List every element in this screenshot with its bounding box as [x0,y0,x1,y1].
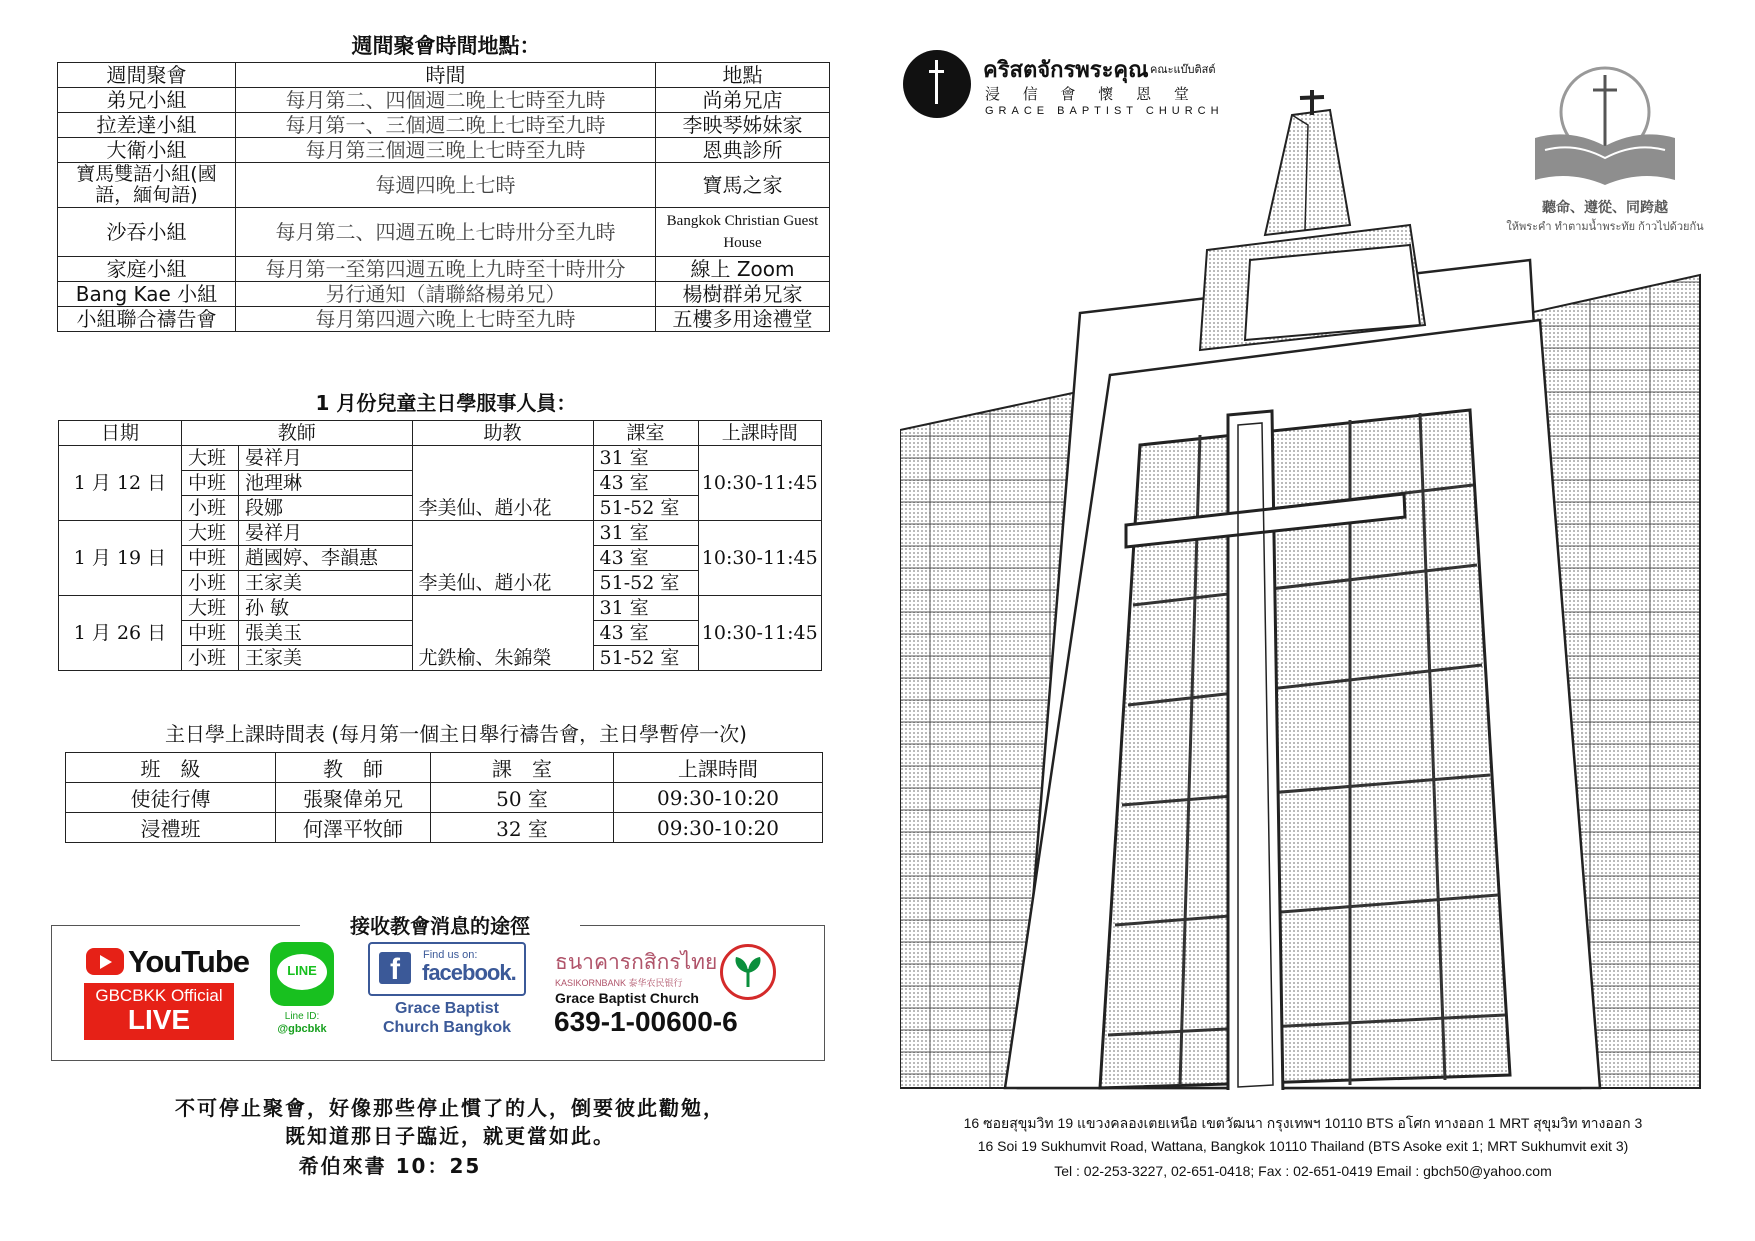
table-row [58,138,830,163]
class-assistant-blank [412,521,593,571]
header-class-time: 上課時間 [614,753,823,783]
table-row [66,813,823,843]
meeting-name: 小組聯合禱告會 [58,307,236,332]
facebook-name-line2: Church Bangkok [382,1019,511,1036]
class-teacher: 晏祥月 [239,446,413,471]
class-level: 大班 [182,596,239,621]
class-date: 1 月 26 日 [59,596,182,671]
class-assistant-blank [412,446,593,496]
contact-info: Tel : 02-253-3227, 02-651-0418; Fax : 02-651-0419 Email : gbch50@yahoo.com [1054,1163,1552,1179]
class-room: 43 室 [593,471,698,496]
table-row [58,282,830,307]
meeting-location: Bangkok Christian Guest House [656,208,830,257]
youtube-live-panel [84,983,234,1040]
meeting-time: 每月第三個週三晚上七時至九時 [236,138,656,163]
class-date: 1 月 19 日 [59,521,182,596]
verse-line2: 既知道那日子臨近，就更當如此。 [285,1124,615,1148]
church-building-illustration [900,85,1720,1090]
class-level: 小班 [182,571,239,596]
class-teacher: 王家美 [239,646,413,671]
verse-line1: 不可停止聚會，好像那些停止慣了的人，倒要彼此勸勉， [175,1096,725,1120]
meeting-time: 每月第二、四個週二晚上七時至九時 [236,88,656,113]
media-title: 接收教會消息的途徑 [300,910,580,939]
line-icon [270,942,334,1006]
bank-zh: 泰华农民银行 [628,978,683,988]
line-id: @gbcbkk [277,1023,327,1035]
table-row [66,783,823,813]
class-date: 1 月 12 日 [59,446,182,521]
header-teacher: 教 師 [276,753,431,783]
header-class: 班 級 [66,753,276,783]
meeting-time: 每月第四週六晚上七時至九時 [236,307,656,332]
class-teacher: 何澤平牧師 [276,813,431,843]
class-assistant: 尤鉄榆、朱錦榮 [412,646,593,671]
facebook-find: Find us on: [423,949,478,961]
facebook-icon: f [379,952,411,984]
address-english: 16 Soi 19 Sukhumvit Road, Wattana, Bangkok 10110 Thailand (BTS Asoke exit 1; MRT Sukhumvit exit 3) [977,1138,1629,1154]
youtube-channel: GBCBKK Official [95,986,223,1005]
bank-thai-name: ธนาคารกสิกรไทย [555,951,718,974]
line-brand: LINE [287,963,317,978]
meeting-time: 每月第一、三個週二晚上七時至九時 [236,113,656,138]
youtube-brand: YouTube [128,944,249,979]
weekly-meetings-table [57,62,830,332]
class-room: 51-52 室 [593,571,698,596]
bank-en-name [555,976,683,989]
youtube-badge[interactable] [84,942,249,1040]
class-time: 09:30-10:20 [614,783,823,813]
class-time: 09:30-10:20 [614,813,823,843]
church-en-name: GRACE BAPTIST CHURCH [985,105,1224,117]
weekly-title: 週間聚會時間地點： [351,34,541,58]
class-time: 10:30-11:45 [698,446,821,521]
class-level: 大班 [182,446,239,471]
table-row [59,521,822,546]
class-teacher: 趙國婷、李韻惠 [239,546,413,571]
header-time: 時間 [236,63,656,88]
table-row [59,596,822,621]
meeting-name: 寶馬雙語小組(國語，緬甸語) [58,163,236,208]
class-teacher: 段娜 [239,496,413,521]
meeting-name: 弟兄小組 [58,88,236,113]
class-teacher: 張聚偉弟兄 [276,783,431,813]
class-level: 小班 [182,646,239,671]
table-header-row [58,63,830,88]
header-assistant: 助教 [412,421,593,446]
meeting-location: 李映琴姊妹家 [656,113,830,138]
class-level: 中班 [182,471,239,496]
header-teacher: 教師 [182,421,413,446]
class-level: 中班 [182,621,239,646]
class-level: 大班 [182,521,239,546]
facebook-name-line1: Grace Baptist [394,1000,500,1017]
meeting-name: 大衛小組 [58,138,236,163]
class-room: 31 室 [593,446,698,471]
class-room: 51-52 室 [593,646,698,671]
class-teacher: 孙 敏 [239,596,413,621]
facebook-brand: facebook. [422,960,516,985]
meeting-location: 尚弟兄店 [656,88,830,113]
bank-account-number: 639-1-00600-6 [554,1006,738,1037]
class-room: 43 室 [593,621,698,646]
class-assistant-blank [412,596,593,646]
meeting-location: 五樓多用途禮堂 [656,307,830,332]
motto-zh: 聽命、遵從、同跨越 [1542,199,1668,215]
meeting-name: Bang Kae 小組 [58,282,236,307]
meeting-name: 家庭小組 [58,257,236,282]
class-teacher: 王家美 [239,571,413,596]
meeting-time: 另行通知（請聯絡楊弟兄） [236,282,656,307]
adult-school-table [65,752,823,843]
facebook-frame [368,942,526,996]
class-teacher: 池理琳 [239,471,413,496]
class-assistant: 李美仙、趙小花 [412,496,593,521]
adult-school-title: 主日學上課時間表 (每月第一個主日舉行禱告會，主日學暫停一次) [165,722,747,746]
line-badge[interactable] [270,942,334,1042]
class-room: 31 室 [593,596,698,621]
table-header-row [66,753,823,783]
table-row [59,446,822,471]
class-name: 使徒行傳 [66,783,276,813]
class-teacher: 張美玉 [239,621,413,646]
class-room: 51-52 室 [593,496,698,521]
meeting-name: 拉差達小組 [58,113,236,138]
church-thai-name: คริสตจักรพระคุณ [983,57,1149,82]
header-room: 課室 [593,421,698,446]
table-row [58,88,830,113]
youtube-live: LIVE [127,1004,191,1035]
table-row [58,208,830,257]
header-meeting: 週間聚會 [58,63,236,88]
table-row [58,113,830,138]
meeting-location: 寶馬之家 [656,163,830,208]
youtube-play-icon [86,948,124,975]
class-time: 10:30-11:45 [698,521,821,596]
facebook-badge[interactable] [368,942,526,1042]
meeting-time: 每週四晚上七時 [236,163,656,208]
table-row [58,163,830,208]
table-row [58,257,830,282]
verse-reference: 希伯來書 10：25 [298,1154,482,1178]
meeting-location: 恩典診所 [656,138,830,163]
header-location: 地點 [656,63,830,88]
meeting-location: 線上 Zoom [656,257,830,282]
meeting-location: 楊樹群弟兄家 [656,282,830,307]
church-zh-name: 浸 信 會 懷 恩 堂 [985,85,1198,103]
class-room: 31 室 [593,521,698,546]
table-header-row [59,421,822,446]
class-name: 浸禮班 [66,813,276,843]
class-room: 43 室 [593,546,698,571]
header-room: 課 室 [431,753,614,783]
header-date: 日期 [59,421,182,446]
class-level: 小班 [182,496,239,521]
church-thai-sub: คณะแบ๊บติสต์ [1150,64,1216,76]
line-id-label: Line ID: [284,1011,320,1022]
class-room: 50 室 [431,783,614,813]
bank-account-name: Grace Baptist Church [555,990,699,1006]
meeting-time: 每月第一至第四週五晚上九時至十時卅分 [236,257,656,282]
sunday-school-title: 1 月份兒童主日學服事人員： [315,391,577,415]
facebook-page-name [368,999,526,1037]
class-time: 10:30-11:45 [698,596,821,671]
sunday-school-table [58,420,822,671]
meeting-time: 每月第二、四週五晚上七時卅分至九時 [236,208,656,257]
meeting-name: 沙吞小組 [58,208,236,257]
header-class-time: 上課時間 [698,421,821,446]
bank-en: KASIKORNBANK [555,978,627,988]
address-thai: 16 ซอยสุขุมวิท 19 แขวงคลองเตยเหนือ เขตวัฒนา กรุงเทพฯ 10110 BTS อโศก ทางออก 1 MRT สุขุมวิท ทางออก 3 [963,1115,1643,1131]
motto-thai: ให้พระคำ ทำตามน้ำพระทัย ก้าวไปด้วยกัน [1506,221,1704,233]
table-row [58,307,830,332]
kbank-logo-icon [720,944,776,1000]
class-level: 中班 [182,546,239,571]
class-assistant: 李美仙、趙小花 [412,571,593,596]
class-room: 32 室 [431,813,614,843]
class-teacher: 晏祥月 [239,521,413,546]
